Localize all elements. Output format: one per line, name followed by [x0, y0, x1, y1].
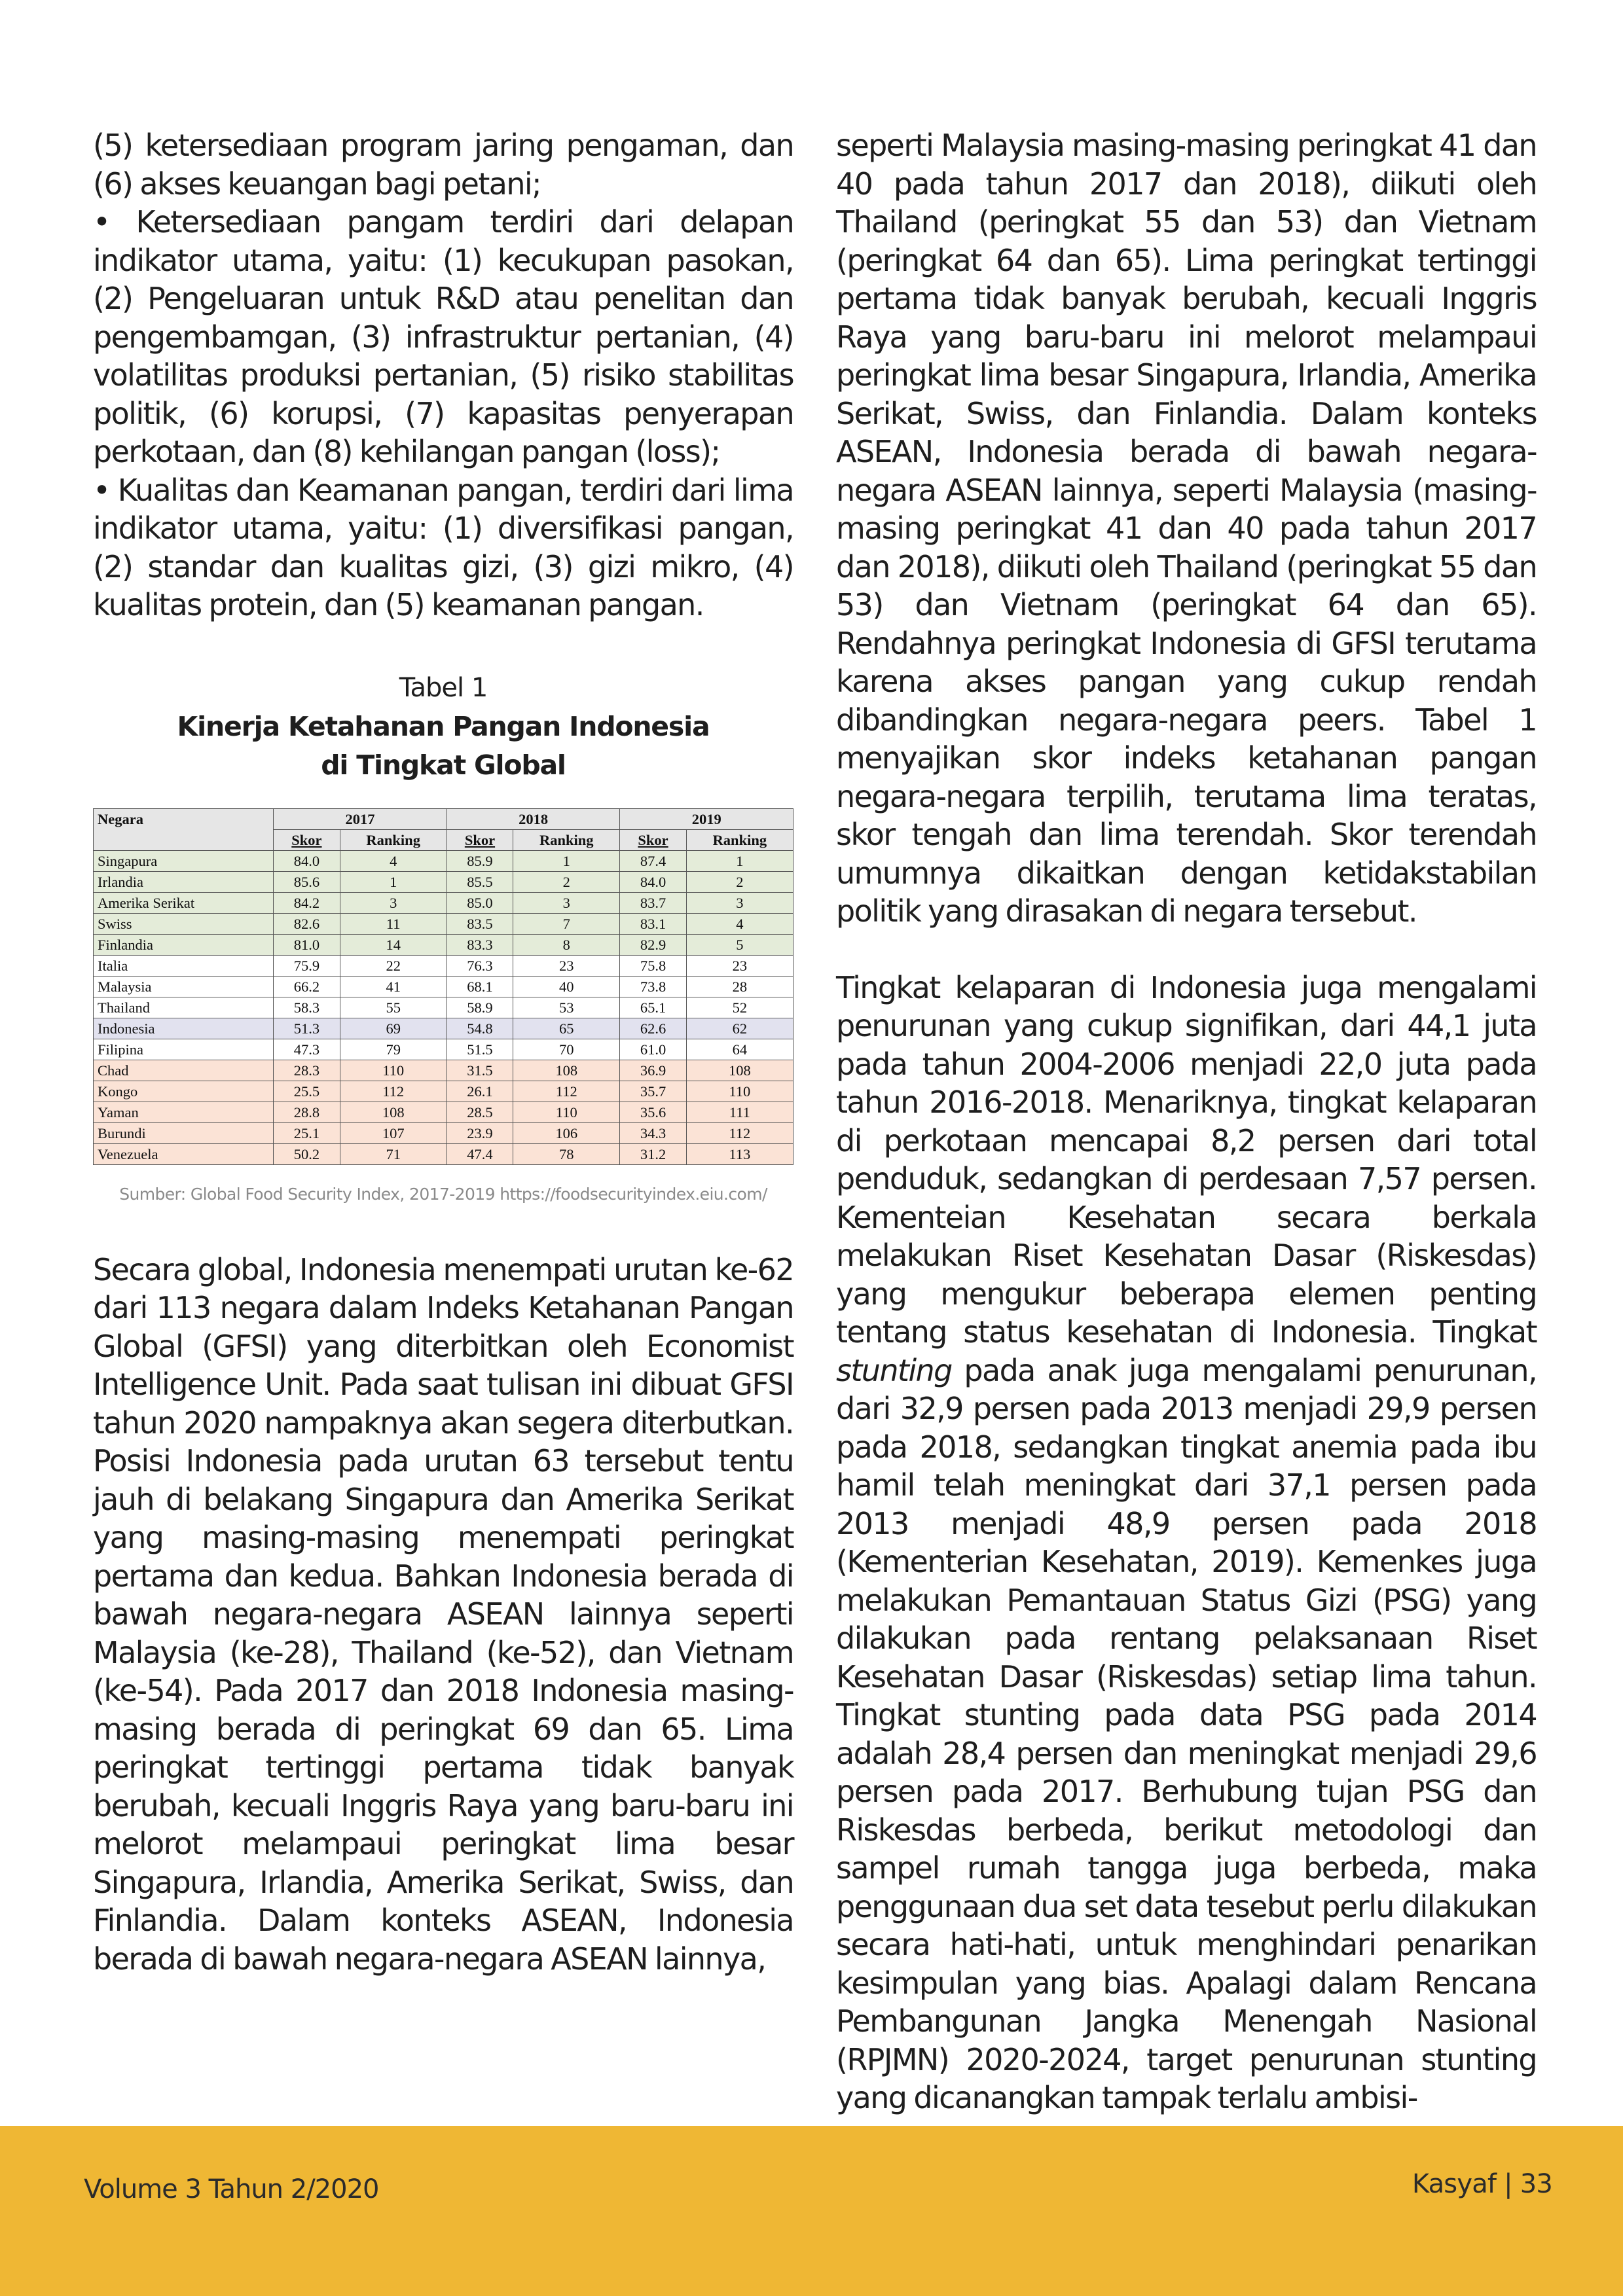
cell-score: 84.2	[274, 892, 340, 913]
table-row	[94, 1039, 793, 1060]
cell-score: 31.2	[620, 1143, 686, 1164]
cell-rank: 52	[686, 997, 793, 1018]
cell-rank: 1	[513, 850, 620, 871]
cell-country: Venezuela	[94, 1143, 274, 1164]
cell-country: Singapura	[94, 850, 274, 871]
header-country: Negara	[94, 808, 274, 850]
table-row	[94, 1018, 793, 1039]
right-column	[836, 126, 1537, 2117]
cell-score: 28.5	[447, 1102, 513, 1122]
cell-rank: 108	[513, 1060, 620, 1081]
cell-rank: 65	[513, 1018, 620, 1039]
table-row	[94, 1122, 793, 1143]
cell-country: Indonesia	[94, 1018, 274, 1039]
cell-score: 75.9	[274, 955, 340, 976]
table-row	[94, 976, 793, 997]
table-row	[94, 1102, 793, 1122]
cell-score: 36.9	[620, 1060, 686, 1081]
cell-rank: 4	[340, 850, 447, 871]
cell-country: Italia	[94, 955, 274, 976]
cell-rank: 3	[513, 892, 620, 913]
cell-score: 50.2	[274, 1143, 340, 1164]
cell-rank: 14	[340, 934, 447, 955]
cell-score: 68.1	[447, 976, 513, 997]
cell-score: 62.6	[620, 1018, 686, 1039]
cell-score: 25.5	[274, 1081, 340, 1102]
cell-score: 85.9	[447, 850, 513, 871]
cell-score: 26.1	[447, 1081, 513, 1102]
cell-score: 73.8	[620, 976, 686, 997]
cell-rank: 110	[340, 1060, 447, 1081]
cell-score: 82.9	[620, 934, 686, 955]
cell-rank: 3	[686, 892, 793, 913]
cell-score: 25.1	[274, 1122, 340, 1143]
cell-rank: 64	[686, 1039, 793, 1060]
table-label: Tabel 1	[399, 672, 488, 703]
cell-rank: 55	[340, 997, 447, 1018]
cell-score: 23.9	[447, 1122, 513, 1143]
footer-band	[0, 2126, 1623, 2296]
cell-rank: 53	[513, 997, 620, 1018]
cell-score: 81.0	[274, 934, 340, 955]
cell-score: 76.3	[447, 955, 513, 976]
emphasis-text: stunting	[836, 1352, 952, 1388]
cell-rank: 107	[340, 1122, 447, 1143]
cell-country: Kongo	[94, 1081, 274, 1102]
cell-rank: 70	[513, 1039, 620, 1060]
cell-rank: 112	[513, 1081, 620, 1102]
cell-rank: 78	[513, 1143, 620, 1164]
header-rank: Ranking	[686, 829, 793, 850]
paragraph-text: Tingkat kelaparan di Indonesia juga mengalami penurunan yang cukup signifikan, dari 44,1 juta pada tahun 2004-2006 menjadi 22,0 juta pada tahun 2016-2018. Menariknya, tingkat kelaparan di perkotaan mencapai 8,2 persen dari total penduduk, sedangkan di perdesaan 7,57 persen. Kementeian Kesehatan secara berkala melakukan Riset Kesehatan Dasar (Riskesdas) yang mengukur beberapa elemen penting tentang status kesehatan di Indonesia. Tingkat	[836, 969, 1537, 1350]
cell-rank: 7	[513, 913, 620, 934]
cell-score: 66.2	[274, 976, 340, 997]
cell-rank: 111	[686, 1102, 793, 1122]
cell-country: Filipina	[94, 1039, 274, 1060]
cell-score: 83.7	[620, 892, 686, 913]
cell-rank: 113	[686, 1143, 793, 1164]
cell-rank: 22	[340, 955, 447, 976]
cell-score: 58.9	[447, 997, 513, 1018]
table-caption	[93, 669, 793, 785]
table-row	[94, 1143, 793, 1164]
header-rank: Ranking	[340, 829, 447, 850]
bullet-quality-safety: • Kualitas dan Keamanan pangan, terdiri dari lima indikator utama, yaitu: (1) diversifikasi pangan, (2) standar dan kualitas gizi, (3) gizi mikro, (4) kualitas protein, dan (5) keamanan pangan.	[93, 472, 793, 622]
cell-score: 54.8	[447, 1018, 513, 1039]
table-row	[94, 955, 793, 976]
cell-rank: 2	[686, 871, 793, 892]
cell-score: 83.3	[447, 934, 513, 955]
cell-rank: 112	[686, 1122, 793, 1143]
cell-rank: 106	[513, 1122, 620, 1143]
cell-rank: 23	[686, 955, 793, 976]
cell-rank: 23	[513, 955, 620, 976]
cell-score: 82.6	[274, 913, 340, 934]
table-title-line-2: di Tingkat Global	[321, 749, 566, 781]
table-title-line-1: Kinerja Ketahanan Pangan Indonesia	[177, 710, 710, 742]
cell-score: 35.6	[620, 1102, 686, 1122]
table-row	[94, 1081, 793, 1102]
hunger-stunting-paragraph	[836, 969, 1537, 2117]
cell-rank: 3	[340, 892, 447, 913]
intro-text: (5) ketersediaan program jaring pengaman, dan (6) akses keuangan bagi petani;	[93, 128, 793, 202]
table-header-row	[94, 808, 793, 829]
cell-score: 28.3	[274, 1060, 340, 1081]
header-year-2019: 2019	[620, 808, 793, 829]
cell-rank: 71	[340, 1143, 447, 1164]
cell-score: 61.0	[620, 1039, 686, 1060]
left-column	[93, 126, 793, 1978]
cell-score: 83.1	[620, 913, 686, 934]
cell-score: 85.6	[274, 871, 340, 892]
cell-score: 65.1	[620, 997, 686, 1018]
cell-rank: 28	[686, 976, 793, 997]
cell-rank: 62	[686, 1018, 793, 1039]
gfsi-table	[93, 808, 793, 1165]
header-score: Skor	[447, 829, 513, 850]
cell-score: 85.5	[447, 871, 513, 892]
footer-volume: Volume 3 Tahun 2/2020	[84, 2174, 379, 2204]
cell-country: Finlandia	[94, 934, 274, 955]
cell-rank: 69	[340, 1018, 447, 1039]
cell-score: 34.3	[620, 1122, 686, 1143]
cell-score: 47.4	[447, 1143, 513, 1164]
header-year-2017: 2017	[274, 808, 447, 829]
cell-rank: 108	[686, 1060, 793, 1081]
cell-score: 84.0	[274, 850, 340, 871]
table-row	[94, 934, 793, 955]
cell-rank: 108	[340, 1102, 447, 1122]
cell-score: 84.0	[620, 871, 686, 892]
header-score: Skor	[274, 829, 340, 850]
cell-country: Thailand	[94, 997, 274, 1018]
cell-rank: 79	[340, 1039, 447, 1060]
cell-score: 58.3	[274, 997, 340, 1018]
cell-country: Swiss	[94, 913, 274, 934]
cell-score: 51.3	[274, 1018, 340, 1039]
cell-rank: 2	[513, 871, 620, 892]
cell-score: 87.4	[620, 850, 686, 871]
cell-rank: 1	[340, 871, 447, 892]
header-score: Skor	[620, 829, 686, 850]
table-row	[94, 1060, 793, 1081]
cell-rank: 11	[340, 913, 447, 934]
cell-rank: 112	[340, 1081, 447, 1102]
cell-score: 35.7	[620, 1081, 686, 1102]
cell-score: 85.0	[447, 892, 513, 913]
cell-rank: 4	[686, 913, 793, 934]
header-rank: Ranking	[513, 829, 620, 850]
cell-rank: 5	[686, 934, 793, 955]
cell-country: Chad	[94, 1060, 274, 1081]
cell-country: Yaman	[94, 1102, 274, 1122]
table-row	[94, 892, 793, 913]
cell-score: 83.5	[447, 913, 513, 934]
table-body	[94, 850, 793, 1164]
asean-context-paragraph: seperti Malaysia masing-masing peringkat 41 dan 40 pada tahun 2017 dan 2018), diikuti oleh Thailand (peringkat 55 dan 53) dan Vietnam (peringkat 64 dan 65). Lima peringkat tertinggi pertama tidak banyak berubah, kecuali Inggris Raya yang baru-baru ini melorot melampaui peringkat lima besar Singapura, Irlandia, Amerika Serikat, Swiss, dan Finlandia. Dalam konteks ASEAN, Indonesia berada di bawah negara-negara ASEAN lainnya, seperti Malaysia (masing-masing peringkat 41 dan 40 pada tahun 2017 dan 2018), diikuti oleh Thailand (peringkat 55 dan 53) dan Vietnam (peringkat 64 dan 65). Rendahnya peringkat Indonesia di GFSI terutama karena akses pangan yang cukup rendah dibandingkan negara-negara peers. Tabel 1 menyajikan skor indeks ketahanan pangan negara-negara terpilih, terutama lima teratas, skor tengah dan lima terendah. Skor terendah umumnya dikaitkan dengan ketidakstabilan politik yang dirasakan di negara tersebut.	[836, 128, 1537, 929]
cell-score: 75.8	[620, 955, 686, 976]
cell-rank: 41	[340, 976, 447, 997]
cell-rank: 110	[686, 1081, 793, 1102]
cell-rank: 40	[513, 976, 620, 997]
cell-score: 47.3	[274, 1039, 340, 1060]
table-row	[94, 850, 793, 871]
footer-journal-page: Kasyaf | 33	[1412, 2169, 1552, 2199]
table-row	[94, 997, 793, 1018]
cell-rank: 110	[513, 1102, 620, 1122]
table-row	[94, 913, 793, 934]
cell-country: Amerika Serikat	[94, 892, 274, 913]
table-row	[94, 871, 793, 892]
cell-score: 51.5	[447, 1039, 513, 1060]
cell-country: Malaysia	[94, 976, 274, 997]
bullet-availability: • Ketersediaan pangam terdiri dari delapan indikator utama, yaitu: (1) kecukupan pasokan, (2) Pengeluaran untuk R&D atau penelitan dan pengembamgan, (3) infrastruktur pertanian, (4) volatilitas produksi pertanian, (5) risiko stabilitas politik, (6) korupsi, (7) kapasitas penyerapan perkotaan, dan (8) kehilangan pangan (loss);	[93, 204, 793, 469]
cell-country: Irlandia	[94, 871, 274, 892]
cell-score: 31.5	[447, 1060, 513, 1081]
cell-country: Burundi	[94, 1122, 274, 1143]
cell-score: 28.8	[274, 1102, 340, 1122]
global-ranking-paragraph: Secara global, Indonesia menempati urutan ke-62 dari 113 negara dalam Indeks Ketahanan Pangan Global (GFSI) yang diterbitkan oleh Economist Intelligence Unit. Pada saat tulisan ini dibuat GFSI tahun 2020 nampaknya akan segera diterbutkan. Posisi Indonesia pada urutan 63 tersebut tentu jauh di belakang Singapura dan Amerika Serikat yang masing-masing menempati peringkat pertama dan kedua. Bahkan Indonesia berada di bawah negara-negara ASEAN lainnya seperti Malaysia (ke-28), Thailand (ke-52), dan Vietnam (ke-54). Pada 2017 dan 2018 Indonesia masing-masing berada di peringkat 69 dan 65. Lima peringkat tertinggi pertama tidak banyak berubah, kecuali Inggris Raya yang baru-baru ini melorot melampaui peringkat lima besar Singapura, Irlandia, Amerika Serikat, Swiss, dan Finlandia. Dalam konteks ASEAN, Indonesia berada di bawah negara-negara ASEAN lainnya,	[93, 1251, 793, 1977]
cell-rank: 1	[686, 850, 793, 871]
paragraph-text: pada anak juga mengalami penurunan, dari 32,9 persen pada 2013 menjadi 29,9 persen pada 2018, sedangkan tingkat anemia pada ibu hamil telah meningkat dari 37,1 persen pada 2013 menjadi 48,9 persen pada 2018 (Kementerian Kesehatan, 2019). Kemenkes juga melakukan Pemantauan Status Gizi (PSG) yang dilakukan pada rentang pelaksanaan Riset Kesehatan Dasar (Riskesdas) setiap lima tahun. Tingkat stunting pada data PSG pada 2014 adalah 28,4 persen dan meningkat menjadi 29,6 persen pada 2017. Berhubung tujan PSG dan Riskesdas berbeda, berikut metodologi dan sampel rumah tangga juga berbeda, maka penggunaan dua set data tesebut perlu dilakukan secara hati-hati, untuk menghindari penarikan kesimpulan yang bias. Apalagi dalam Rencana Pembangunan Jangka Menengah Nasional (RPJMN) 2020-2024, target penurunan stunting yang dicanangkan tampak terlalu ambisi-	[836, 1352, 1537, 2115]
cell-rank: 8	[513, 934, 620, 955]
header-year-2018: 2018	[447, 808, 620, 829]
table-source: Sumber: Global Food Security Index, 2017-2019 https://foodsecurityindex.eiu.com/	[119, 1184, 767, 1204]
